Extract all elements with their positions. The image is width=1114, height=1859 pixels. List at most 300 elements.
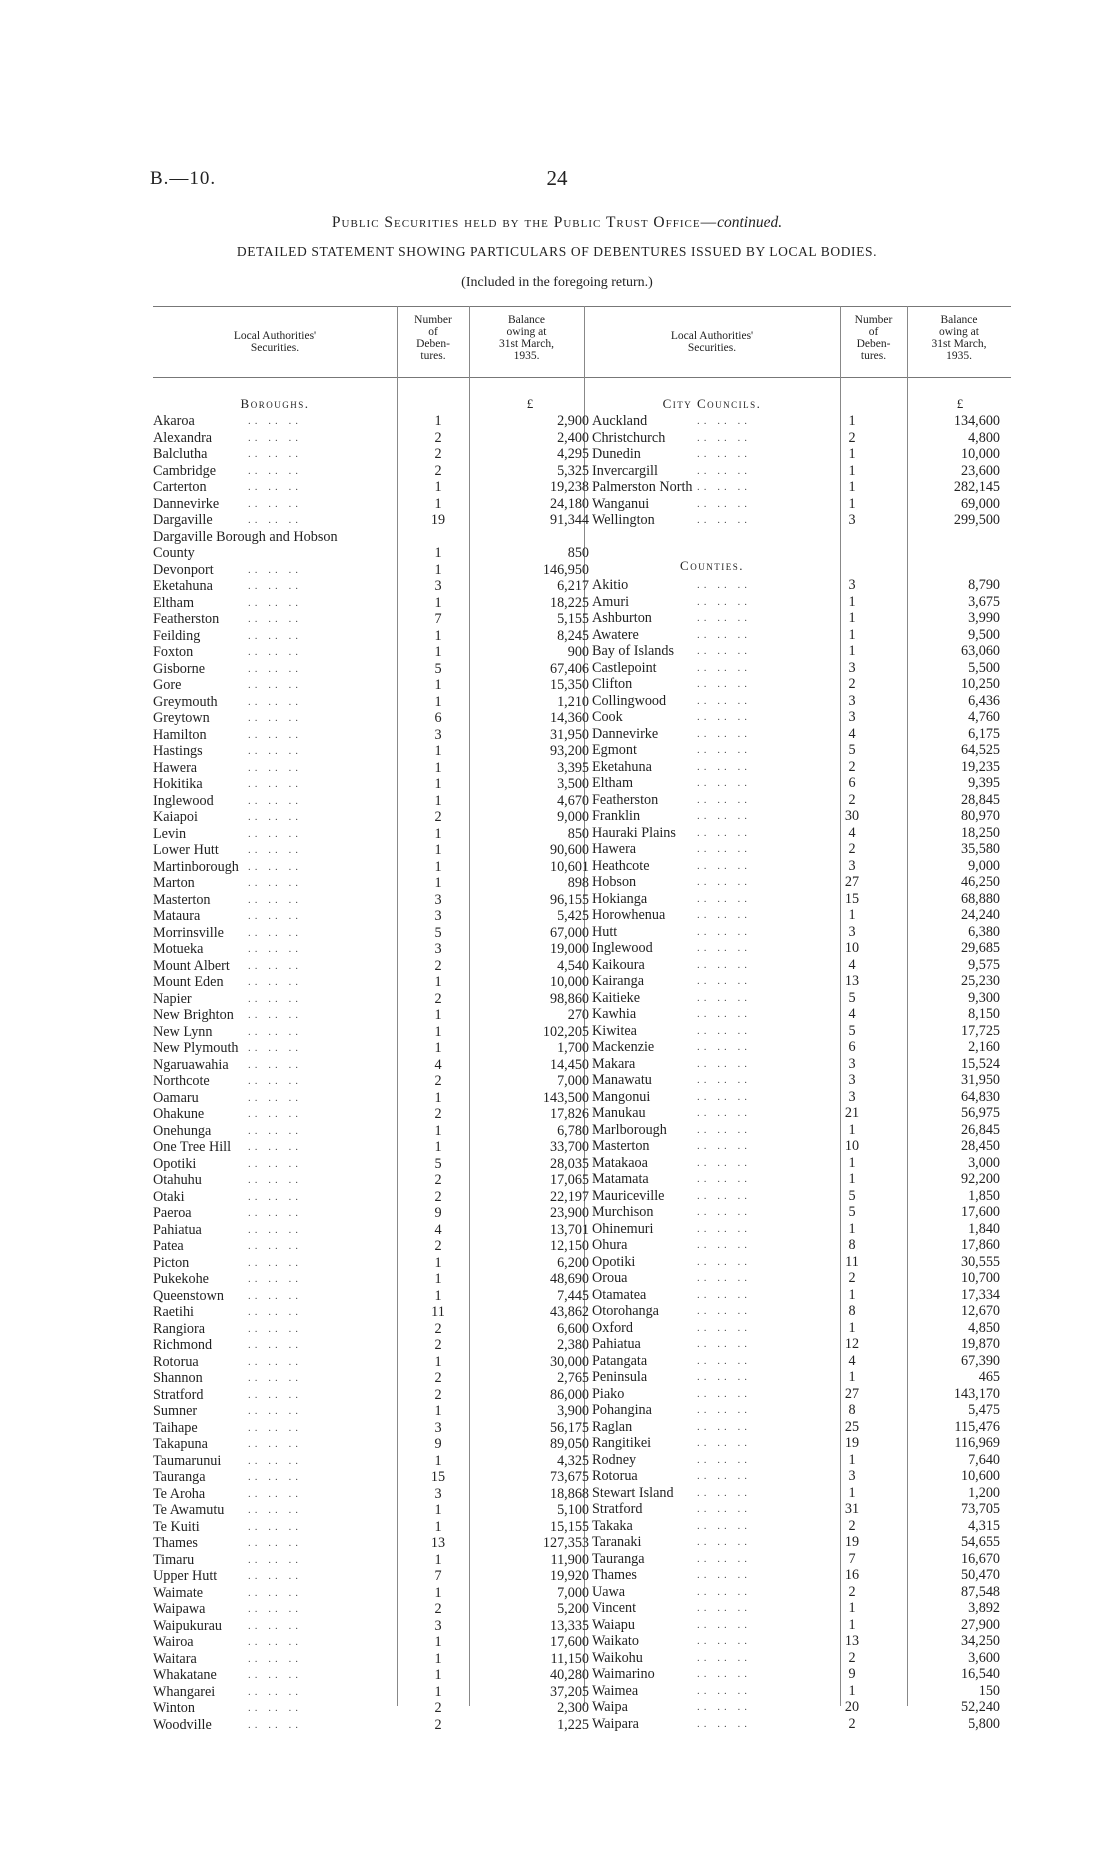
- header-line: Securities.: [250, 342, 300, 354]
- dot-leader: .. .. ..: [697, 1519, 751, 1532]
- dot-leader: .. .. ..: [697, 1552, 751, 1565]
- row-number: 1: [434, 1089, 442, 1106]
- row-balance: 2,300: [557, 1700, 589, 1716]
- row-number: 2: [848, 429, 856, 446]
- row-name: Mackenzie: [592, 1039, 655, 1055]
- row-balance: 67,000: [549, 924, 589, 941]
- row-number: 1: [434, 677, 442, 693]
- dot-leader: .. .. ..: [248, 910, 302, 922]
- row-balance: 67,406: [549, 660, 589, 677]
- row-balance: 16,670: [960, 1550, 1000, 1567]
- dot-leader: .. .. ..: [248, 1223, 302, 1236]
- row-name: Otahuhu: [153, 1172, 202, 1188]
- row-balance: 98,860: [549, 990, 589, 1007]
- row-number: 3: [848, 857, 856, 874]
- row-balance: 146,950: [542, 561, 589, 578]
- row-name: Whangarei: [153, 1683, 216, 1700]
- row-balance: 12,150: [549, 1238, 589, 1254]
- row-name: Wellington: [592, 512, 655, 528]
- row-name: Takapuna: [153, 1436, 208, 1452]
- table-row: [592, 512, 1012, 529]
- row-number: 2: [434, 1700, 442, 1716]
- table-row: [592, 1485, 1012, 1502]
- currency-symbol-right: £: [956, 396, 964, 411]
- dot-leader: .. .. ..: [697, 514, 751, 526]
- dot-leader: .. .. ..: [248, 1603, 302, 1615]
- dot-leader: .. .. ..: [248, 1091, 302, 1104]
- row-balance: 5,155: [557, 611, 589, 627]
- table-row: [592, 496, 1012, 513]
- row-name: Amuri: [592, 593, 630, 610]
- row-name: Dannevirke: [592, 725, 659, 742]
- row-name: Alexandra: [153, 429, 213, 446]
- header-line: Deben-: [856, 338, 891, 350]
- row-balance: 4,760: [968, 709, 1000, 725]
- row-balance: 19,000: [549, 941, 589, 957]
- row-balance: 900: [567, 644, 589, 660]
- row-number: 1: [848, 1286, 856, 1303]
- header-line: 1935.: [513, 350, 540, 362]
- row-number: 1: [434, 545, 442, 561]
- table-row: [592, 643, 1012, 660]
- dot-leader: .. .. ..: [697, 1222, 751, 1235]
- row-balance: 5,200: [557, 1601, 589, 1617]
- row-number: 1: [434, 1271, 442, 1287]
- row-number: 19: [844, 1534, 860, 1550]
- row-number: 27: [844, 874, 860, 890]
- row-balance: 5,475: [968, 1402, 1000, 1418]
- dot-leader: .. .. ..: [697, 481, 751, 493]
- row-number: 3: [434, 578, 442, 594]
- row-number: 13: [844, 1633, 860, 1649]
- dot-leader: .. .. ..: [697, 1536, 751, 1548]
- dot-leader: .. .. ..: [697, 1602, 751, 1614]
- row-balance: 4,800: [968, 429, 1000, 446]
- row-name: Taranaki: [592, 1534, 642, 1550]
- row-number: 2: [434, 1337, 442, 1353]
- row-name: Carterton: [153, 479, 207, 495]
- dot-leader: .. .. ..: [697, 1024, 751, 1037]
- section-heading-counties: Counties.: [680, 558, 744, 573]
- row-number: 1: [848, 593, 856, 610]
- row-balance: 2,400: [557, 429, 589, 446]
- dot-leader: .. .. ..: [248, 1058, 302, 1071]
- dot-leader: .. .. ..: [697, 1206, 751, 1218]
- table-row: [592, 1683, 1012, 1700]
- row-name: One Tree Hill: [153, 1139, 232, 1155]
- dot-leader: .. .. ..: [697, 1717, 751, 1730]
- dot-leader: .. .. ..: [697, 1338, 751, 1350]
- row-name: Taihape: [153, 1419, 198, 1436]
- row-balance: 6,436: [968, 692, 1000, 709]
- header-securities-left: [153, 330, 397, 354]
- row-name: Dargaville: [153, 512, 213, 528]
- dot-leader: .. .. ..: [248, 514, 302, 526]
- table-row: [592, 1402, 1012, 1419]
- row-balance: 10,000: [549, 974, 589, 990]
- dot-leader: .. .. ..: [697, 876, 751, 888]
- row-balance: 56,975: [960, 1105, 1000, 1121]
- dot-leader: .. .. ..: [248, 992, 302, 1005]
- dot-leader: .. .. ..: [248, 464, 302, 477]
- row-balance: 10,600: [960, 1468, 1000, 1484]
- dot-leader: .. .. ..: [248, 563, 302, 576]
- row-balance: 1,225: [557, 1716, 589, 1733]
- row-balance: 15,155: [549, 1518, 589, 1535]
- header-line: Balance: [940, 314, 978, 326]
- row-balance: 17,860: [960, 1237, 1000, 1253]
- row-number: 3: [434, 726, 442, 743]
- row-name: Clifton: [592, 676, 633, 692]
- row-name: Awatere: [592, 626, 639, 643]
- row-name: Marlborough: [592, 1121, 667, 1138]
- row-balance: 23,900: [549, 1205, 589, 1221]
- table-row: [592, 1501, 1012, 1518]
- header-line: of: [868, 326, 879, 338]
- dot-leader: .. .. ..: [697, 415, 751, 427]
- row-number: 9: [434, 1436, 442, 1452]
- row-balance: 18,868: [549, 1485, 589, 1502]
- dot-leader: .. .. ..: [248, 1355, 302, 1368]
- row-balance: 270: [567, 1007, 589, 1023]
- row-name: Invercargill: [592, 462, 658, 479]
- table-row: [592, 1699, 1012, 1716]
- row-balance: 9,395: [968, 775, 1000, 791]
- table-row: [592, 1419, 1012, 1436]
- row-balance: 4,540: [557, 957, 589, 974]
- dot-leader: .. .. ..: [248, 646, 302, 658]
- row-name: Mataura: [153, 908, 201, 924]
- row-number: 1: [848, 1682, 856, 1699]
- row-balance: 4,295: [557, 446, 589, 462]
- row-number: 2: [434, 957, 442, 974]
- row-balance: 6,217: [557, 578, 589, 594]
- row-name: Te Awamutu: [153, 1502, 225, 1518]
- table-row: [592, 874, 1012, 891]
- dot-leader: .. .. ..: [697, 1255, 751, 1268]
- header-line: 31st March,: [499, 338, 554, 350]
- dot-leader: .. .. ..: [248, 679, 302, 691]
- table-row: [592, 907, 1012, 924]
- row-number: 8: [848, 1402, 856, 1418]
- table-row: [592, 742, 1012, 759]
- dot-leader: .. .. ..: [248, 976, 302, 988]
- dot-leader: .. .. ..: [697, 1041, 751, 1053]
- row-name: Masterton: [592, 1138, 650, 1154]
- row-name: Motueka: [153, 941, 204, 957]
- dot-leader: .. .. ..: [248, 1124, 302, 1137]
- row-number: 31: [844, 1501, 860, 1517]
- row-number: 2: [434, 446, 442, 462]
- row-number: 1: [848, 1171, 856, 1187]
- dot-leader: .. .. ..: [248, 1438, 302, 1450]
- row-number: 1: [848, 1220, 856, 1237]
- row-number: 1: [434, 693, 442, 710]
- table-row: [592, 825, 1012, 842]
- row-name: Hokianga: [592, 890, 648, 907]
- dot-leader: .. .. ..: [697, 612, 751, 624]
- row-number: 8: [848, 1303, 856, 1319]
- dot-leader: .. .. ..: [248, 1537, 302, 1549]
- row-number: 12: [844, 1336, 860, 1352]
- row-balance: 13,701: [549, 1221, 589, 1238]
- row-balance: 282,145: [953, 479, 1000, 495]
- row-number: 13: [430, 1535, 446, 1551]
- row-number: 5: [848, 989, 856, 1006]
- row-number: 5: [848, 1187, 856, 1204]
- row-balance: 90,600: [549, 842, 589, 858]
- dot-leader: .. .. ..: [248, 1108, 302, 1120]
- row-name: Mount Albert: [153, 957, 230, 974]
- header-line: tures.: [860, 350, 887, 362]
- table-row: [592, 792, 1012, 809]
- dot-leader: .. .. ..: [697, 826, 751, 839]
- row-balance: 8,245: [557, 627, 589, 644]
- row-name: Kaitieke: [592, 989, 641, 1006]
- row-name: Raglan: [592, 1418, 633, 1435]
- dot-leader: .. .. ..: [697, 1668, 751, 1680]
- dot-leader: .. .. ..: [697, 1354, 751, 1367]
- row-name: Inglewood: [153, 792, 214, 809]
- row-name: Stratford: [592, 1501, 643, 1517]
- dot-leader: .. .. ..: [248, 580, 302, 592]
- row-number: 3: [848, 1088, 856, 1105]
- header-line: Number: [854, 314, 893, 326]
- row-balance: 134,600: [953, 413, 1000, 429]
- dot-leader: .. .. ..: [248, 1553, 302, 1566]
- row-name: Marton: [153, 875, 195, 891]
- row-name: Waikato: [592, 1633, 639, 1649]
- row-name: Uawa: [592, 1583, 626, 1600]
- row-name: Napier: [153, 990, 192, 1007]
- dot-leader: .. .. ..: [697, 497, 751, 510]
- table-row: [592, 775, 1012, 792]
- row-name: Bay of Islands: [592, 643, 674, 659]
- row-name: New Lynn: [153, 1023, 213, 1040]
- dot-leader: .. .. ..: [248, 1405, 302, 1417]
- table-row: [592, 1468, 1012, 1485]
- row-name: Heathcote: [592, 857, 650, 874]
- row-name: Feilding: [153, 627, 201, 644]
- dot-leader: .. .. ..: [697, 628, 751, 641]
- row-name: Thames: [592, 1567, 637, 1583]
- row-name: Waipa: [592, 1699, 628, 1715]
- row-name: Otamatea: [592, 1286, 647, 1303]
- row-name: Balclutha: [153, 446, 208, 462]
- row-number: 2: [434, 1716, 442, 1733]
- table-row: [592, 1122, 1012, 1139]
- table-row: [592, 1435, 1012, 1452]
- row-name: Eketahuna: [153, 578, 213, 594]
- row-name: Murchison: [592, 1204, 654, 1220]
- row-number: 4: [848, 725, 856, 742]
- page-subtitle: DETAILED STATEMENT SHOWING PARTICULARS OF DEBENTURES ISSUED BY LOCAL BODIES.: [236, 244, 878, 259]
- row-name: Waipukurau: [153, 1617, 222, 1634]
- table-row: [592, 1650, 1012, 1667]
- dot-leader: .. .. ..: [697, 678, 751, 690]
- row-balance: 17,725: [960, 1022, 1000, 1039]
- table-row: [592, 759, 1012, 776]
- row-balance: 87,548: [960, 1583, 1000, 1600]
- table-row: [592, 841, 1012, 858]
- row-number: 1: [434, 759, 442, 776]
- dot-leader: .. .. ..: [697, 975, 751, 987]
- row-number: 1: [434, 792, 442, 809]
- row-name: Oxford: [592, 1319, 633, 1336]
- row-number: 1: [434, 1584, 442, 1601]
- header-line: tures.: [420, 350, 446, 362]
- row-name: Tauranga: [592, 1550, 645, 1567]
- row-balance: 5,325: [557, 462, 589, 479]
- row-balance: 116,969: [954, 1435, 1000, 1451]
- row-name: Tauranga: [153, 1469, 206, 1485]
- row-name: Hauraki Plains: [592, 824, 676, 841]
- dot-leader: .. .. ..: [248, 1190, 302, 1203]
- row-name: Auckland: [592, 413, 648, 429]
- row-name: Manukau: [592, 1105, 646, 1121]
- dot-leader: .. .. ..: [248, 1207, 302, 1219]
- row-number: 1: [848, 1484, 856, 1501]
- dot-leader: .. .. ..: [248, 1322, 302, 1335]
- dot-leader: .. .. ..: [697, 1057, 751, 1070]
- row-number: 1: [434, 413, 442, 429]
- row-balance: 3,900: [557, 1403, 589, 1419]
- dot-leader: .. .. ..: [248, 629, 302, 642]
- row-number: 1: [434, 1502, 442, 1518]
- header-line: Local Authorities': [670, 330, 754, 342]
- row-balance: 150: [978, 1682, 1000, 1699]
- row-balance: 4,325: [557, 1452, 589, 1469]
- dot-leader: .. .. ..: [697, 694, 751, 707]
- table-row: [592, 610, 1012, 627]
- row-balance: 40,280: [549, 1667, 589, 1683]
- row-balance: 850: [567, 825, 589, 842]
- row-name: Hamilton: [153, 726, 207, 743]
- row-name: Thames: [153, 1535, 198, 1551]
- row-number: 15: [844, 890, 860, 907]
- dot-leader: .. .. ..: [697, 1470, 751, 1482]
- row-number: 2: [434, 1601, 442, 1617]
- dot-leader: .. .. ..: [248, 1520, 302, 1533]
- row-number: 3: [848, 659, 856, 676]
- table-row: [592, 627, 1012, 644]
- dot-leader: .. .. ..: [248, 415, 302, 427]
- table-row: [592, 1518, 1012, 1535]
- row-balance: 4,670: [557, 792, 589, 809]
- row-number: 3: [434, 908, 442, 924]
- dot-leader: .. .. ..: [248, 1570, 302, 1582]
- dot-leader: .. .. ..: [697, 1437, 751, 1449]
- row-number: 3: [848, 692, 856, 709]
- table-row: [592, 1023, 1012, 1040]
- table-row: [592, 940, 1012, 957]
- row-balance: 80,970: [960, 808, 1000, 824]
- dot-leader: .. .. ..: [248, 728, 302, 741]
- dot-leader: .. .. ..: [248, 596, 302, 609]
- row-balance: 91,344: [549, 512, 589, 528]
- row-number: 1: [434, 1023, 442, 1040]
- header-line: Balance: [507, 314, 546, 326]
- row-name: Whakatane: [153, 1667, 217, 1683]
- row-number: 3: [848, 1072, 856, 1088]
- row-balance: 3,675: [968, 593, 1000, 610]
- row-balance: 31,950: [549, 726, 589, 743]
- row-balance: 9,575: [968, 956, 1000, 973]
- dot-leader: .. .. ..: [697, 1074, 751, 1086]
- row-balance: 34,250: [960, 1633, 1000, 1649]
- row-balance: 37,205: [549, 1683, 589, 1700]
- row-name: Paeroa: [153, 1205, 192, 1221]
- row-balance: 30,000: [549, 1353, 589, 1370]
- row-name: Ohinemuri: [592, 1220, 654, 1237]
- table-row: [592, 1600, 1012, 1617]
- row-name: Rotorua: [153, 1353, 199, 1370]
- row-name: Kawhia: [592, 1006, 637, 1022]
- row-name: Pahiatua: [153, 1221, 202, 1238]
- row-number: 3: [434, 1485, 442, 1502]
- row-number: 2: [434, 1370, 442, 1386]
- row-number: 4: [848, 1352, 856, 1369]
- header-line: Securities.: [687, 342, 737, 354]
- dot-leader: .. .. ..: [697, 777, 751, 789]
- row-name: Rotorua: [592, 1468, 638, 1484]
- row-balance: 7,445: [557, 1287, 589, 1304]
- row-name: Sumner: [153, 1403, 198, 1419]
- row-name: Kiwitea: [592, 1022, 637, 1039]
- row-balance: 2,900: [557, 413, 589, 429]
- row-name: Raetihi: [153, 1304, 194, 1320]
- row-name: New Brighton: [153, 1007, 234, 1023]
- header-bottom-rule: [153, 377, 1011, 378]
- row-number: 1: [434, 974, 442, 990]
- table-row: [592, 1155, 1012, 1172]
- table-row: [592, 1072, 1012, 1089]
- row-name: Christchurch: [592, 429, 666, 446]
- dot-leader: .. .. ..: [248, 1702, 302, 1714]
- row-balance: 2,380: [557, 1337, 589, 1353]
- dot-leader: .. .. ..: [248, 893, 302, 906]
- row-balance: 19,238: [549, 479, 589, 495]
- row-number: 1: [848, 1369, 856, 1385]
- row-balance: 73,675: [549, 1469, 589, 1485]
- table-row: [592, 1171, 1012, 1188]
- table-row: [592, 413, 1012, 430]
- row-number: 1: [434, 743, 442, 759]
- row-balance: 1,840: [968, 1220, 1000, 1237]
- row-balance: 86,000: [549, 1386, 589, 1403]
- row-balance: 5,500: [968, 659, 1000, 676]
- row-number: 1: [434, 1353, 442, 1370]
- dot-leader: .. .. ..: [248, 1652, 302, 1665]
- row-name: Northcote: [153, 1073, 210, 1089]
- dot-leader: .. .. ..: [697, 925, 751, 938]
- table-row: [592, 1039, 1012, 1056]
- table-row: [592, 1633, 1012, 1650]
- row-balance: 64,525: [960, 742, 1000, 758]
- row-number: 7: [434, 611, 442, 627]
- table-row: [592, 1452, 1012, 1469]
- dot-leader: .. .. ..: [697, 1651, 751, 1664]
- row-name: Eketahuna: [592, 758, 652, 775]
- row-balance: 16,540: [960, 1666, 1000, 1682]
- row-name: Peninsula: [592, 1369, 648, 1385]
- row-name: Hokitika: [153, 776, 203, 792]
- row-name: Otorohanga: [592, 1303, 659, 1319]
- row-number: 10: [844, 940, 860, 956]
- row-name: Morrinsville: [153, 924, 224, 941]
- table-row: [592, 1287, 1012, 1304]
- dot-leader: .. .. ..: [248, 1718, 302, 1731]
